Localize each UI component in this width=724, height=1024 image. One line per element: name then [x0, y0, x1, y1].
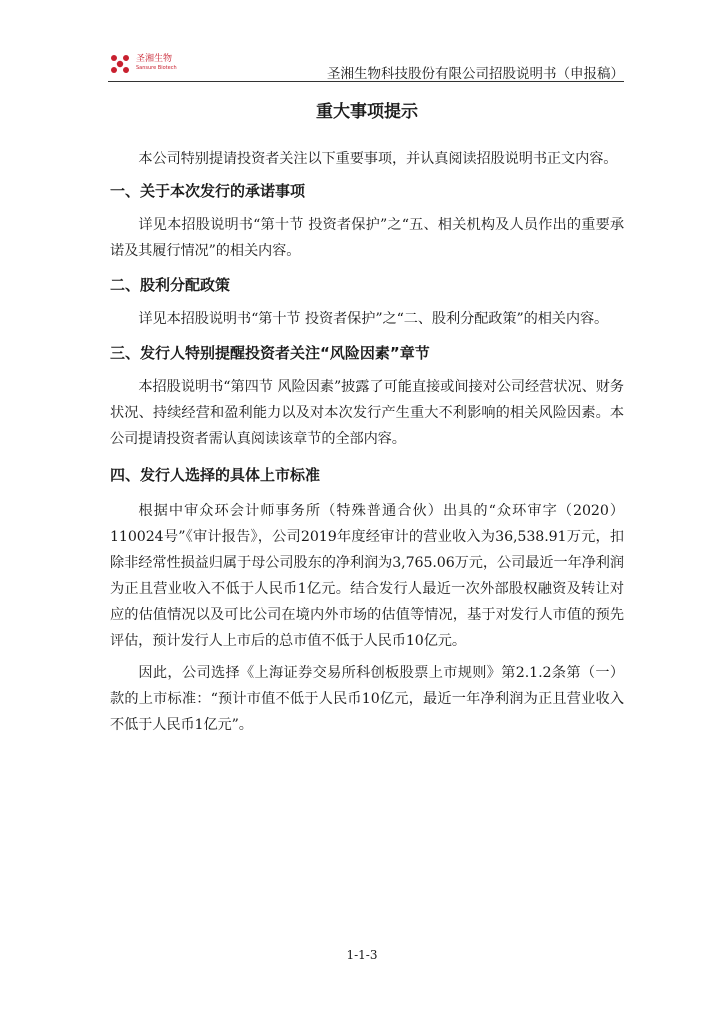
section-2-paragraph: 详见本招股说明书“第十节 投资者保护”之“二、股利分配政策”的相关内容。	[138, 311, 609, 327]
header-rule	[108, 81, 624, 82]
logo-text: 圣湘生物	[136, 54, 173, 64]
page-number: 1-1-3	[346, 948, 378, 962]
section-heading-3: 三、发行人特别提醒投资者关注“风险因素”章节	[110, 344, 430, 362]
logo-mark-icon	[108, 52, 132, 76]
company-logo	[108, 52, 188, 76]
page-title: 重大事项提示	[316, 102, 418, 122]
intro-paragraph: 本公司特别提请投资者关注以下重要事项，并认真阅读招股说明书正文内容。	[138, 151, 618, 167]
section-1-paragraph: 详见本招股说明书“第十节 投资者保护”之“五、相关机构及人员作出的重要承诺及其履行情况”的相关内容。	[110, 217, 624, 259]
section-heading-2: 二、股利分配政策	[110, 276, 231, 294]
section-3-paragraph: 本招股说明书“第四节 风险因素”披露了可能直接或间接对公司经营状况、财务状况、持续经营和盈利能力以及对本次发行产生重大不利影响的相关风险因素。本公司提请投资者需认真阅读该章节的全部内容。	[110, 379, 624, 447]
section-heading-1: 一、关于本次发行的承诺事项	[110, 182, 306, 200]
section-heading-4: 四、发行人选择的具体上市标准	[110, 466, 321, 484]
logo-subtext: Sansure Biotech	[136, 65, 177, 71]
section-4-paragraph-2: 因此，公司选择《上海证券交易所科创板股票上市规则》第2.1.2条第（一）款的上市标准：“预计市值不低于人民币10亿元，最近一年净利润为正且营业收入不低于人民币1亿元”。	[110, 665, 624, 733]
section-4-paragraph-1: 根据中审众环会计师事务所（特殊普通合伙）出具的“众环审字（2020）110024号”《审计报告》，公司2019年度经审计的营业收入为36,538.91万元，扣除非经常性损益归属于母公司股东的净利润为3,765.06万元，公司最近一年净利润为正且营业收入不低于人民币1亿元。结合发行人最近一次外部股权融资及转让对应的估值情况以及可比公司在境内外市场的估值等情况，基于对发行人市值的预先评估，预计发行人上市后的总市值不低于人民币10亿元。	[110, 503, 624, 649]
running-header: 圣湘生物科技股份有限公司招股说明书（申报稿）	[327, 66, 624, 82]
document-body	[110, 100, 624, 738]
